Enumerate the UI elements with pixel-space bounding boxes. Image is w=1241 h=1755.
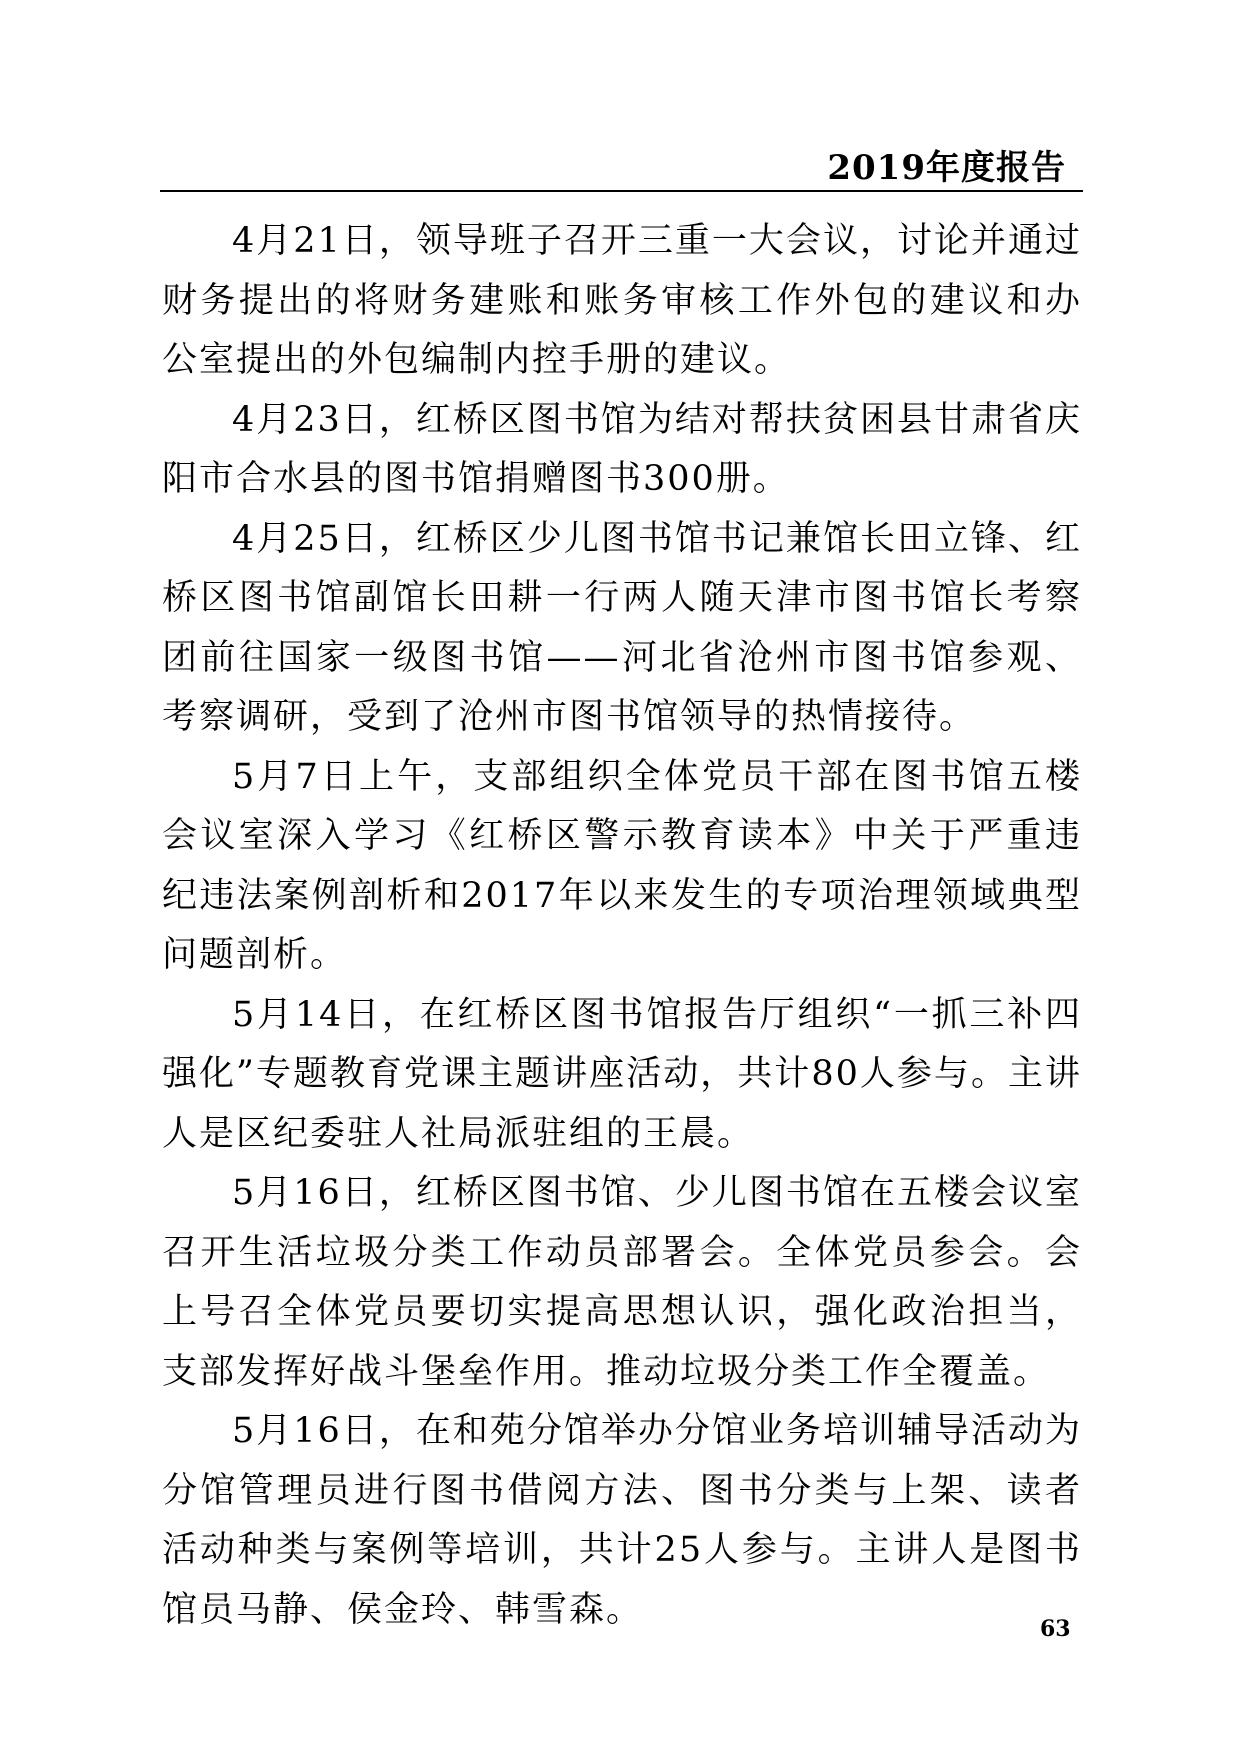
paragraph-apr-23: 4月23日，红桥区图书馆为结对帮扶贫困县甘肃省庆阳市合水县的图书馆捐赠图书300册。 (162, 399, 1082, 499)
header-divider (160, 190, 1083, 192)
paragraph-may-16-branch-training: 5月16日，在和苑分馆举办分馆业务培训辅导活动为分馆管理员进行图书借阅方法、图书分类与上架、读者活动种类与案例等培训，共计25人参与。主讲人是图书馆员马静、侯金玲、韩雪森。 (162, 1411, 1082, 1630)
running-header-title: 2019年度报告 (827, 148, 1066, 188)
paragraph-may-14: 5月14日，在红桥区图书馆报告厅组织“一抓三补四强化”专题教育党课主题讲座活动，共计80人参与。主讲人是区纪委驻人社局派驻组的王晨。 (162, 994, 1082, 1154)
paragraph-may-7: 5月7日上午，支部组织全体党员干部在图书馆五楼会议室深入学习《红桥区警示教育读本》中关于严重违纪违法案例剖析和2017年以来发生的专项治理领域典型问题剖析。 (162, 756, 1082, 975)
paragraph-apr-25: 4月25日，红桥区少儿图书馆书记兼馆长田立锋、红桥区图书馆副馆长田耕一行两人随天津市图书馆长考察团前往国家一级图书馆——河北省沧州市图书馆参观、考察调研，受到了沧州市图书馆领导的热情接待。 (162, 518, 1082, 737)
paragraph-may-16-garbage-sorting: 5月16日，红桥区图书馆、少儿图书馆在五楼会议室召开生活垃圾分类工作动员部署会。全体党员参会。会上号召全体党员要切实提高思想认识，强化政治担当，支部发挥好战斗堡垒作用。推动垃圾分类工作全覆盖。 (162, 1173, 1082, 1392)
paragraph-apr-21: 4月21日，领导班子召开三重一大会议，讨论并通过财务提出的将财务建账和账务审核工作外包的建议和办公室提出的外包编制内控手册的建议。 (162, 221, 1082, 380)
body-text (162, 212, 1082, 1640)
page-number: 63 (1040, 1616, 1071, 1642)
